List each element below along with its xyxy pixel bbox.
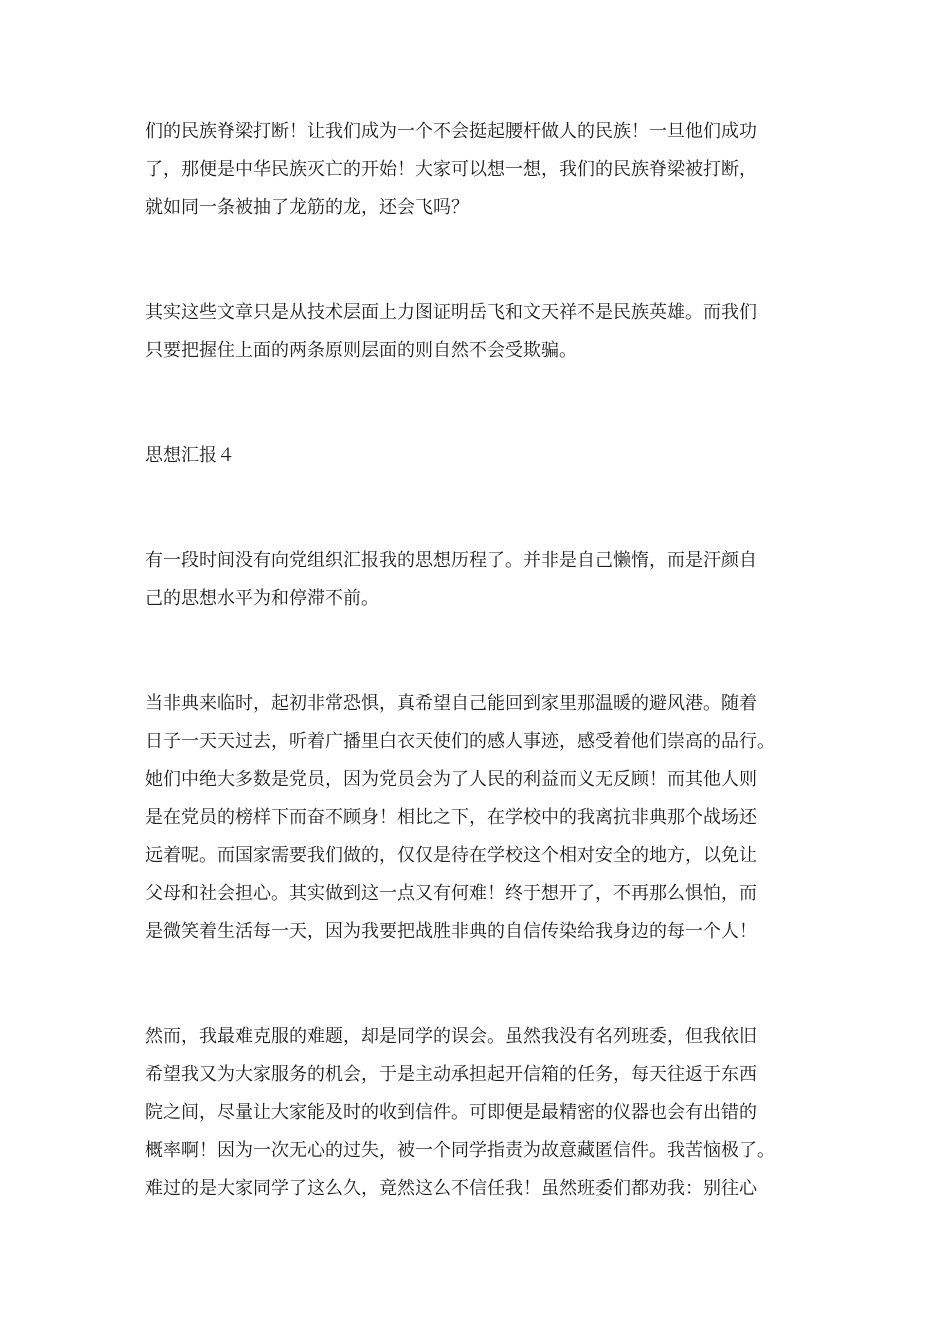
text-line: 她们中绝大多数是党员，因为党员会为了人民的利益而义无反顾！而其他人则 — [145, 769, 757, 790]
text-line: 是在党员的榜样下而奋不顾身！相比之下，在学校中的我离抗非典那个战场还 — [145, 807, 757, 828]
text-line: 们的民族脊梁打断！让我们成为一个不会挺起腰杆做人的民族！一旦他们成功 — [145, 121, 757, 142]
text-line: 远着呢。而国家需要我们做的，仅仅是待在学校这个相对安全的地方，以免让 — [145, 845, 757, 866]
text-line: 院之间，尽量让大家能及时的收到信件。可即便是最精密的仪器也会有出错的 — [145, 1102, 757, 1123]
text-line: 就如同一条被抽了龙筋的龙，还会飞吗？ — [145, 197, 469, 218]
text-line: 希望我又为大家服务的机会，于是主动承担起开信箱的任务，每天往返于东西 — [145, 1064, 757, 1085]
text-line: 其实这些文章只是从技术层面上力图证明岳飞和文天祥不是民族英雄。而我们 — [145, 302, 757, 323]
text-line: 概率啊！因为一次无心的过失，被一个同学指责为故意藏匿信件。我苦恼极了。 — [145, 1140, 775, 1161]
text-line: 了，那便是中华民族灭亡的开始！大家可以想一想，我们的民族脊梁被打断， — [145, 159, 757, 180]
text-line: 有一段时间没有向党组织汇报我的思想历程了。并非是自己懒惰，而是汗颜自 — [145, 550, 757, 571]
text-line: 当非典来临时，起初非常恐惧，真希望自己能回到家里那温暖的避风港。随着 — [145, 693, 757, 714]
text-line: 己的思想水平为和停滞不前。 — [145, 588, 379, 609]
text-line: 难过的是大家同学了这么久，竟然这么不信任我！虽然班委们都劝我：别往心 — [145, 1178, 757, 1199]
text-line: 是微笑着生活每一天，因为我要把战胜非典的自信传染给我身边的每一个人！ — [145, 921, 757, 942]
section-heading: 思想汇报４ — [145, 445, 235, 466]
text-line: 然而，我最难克服的难题，却是同学的误会。虽然我没有名列班委，但我依旧 — [145, 1026, 757, 1047]
text-line: 只要把握住上面的两条原则层面的则自然不会受欺骗。 — [145, 340, 577, 361]
text-line: 日子一天天过去，听着广播里白衣天使们的感人事迹，感受着他们崇高的品行。 — [145, 731, 775, 752]
text-line: 父母和社会担心。其实做到这一点又有何难！终于想开了，不再那么惧怕，而 — [145, 883, 757, 904]
